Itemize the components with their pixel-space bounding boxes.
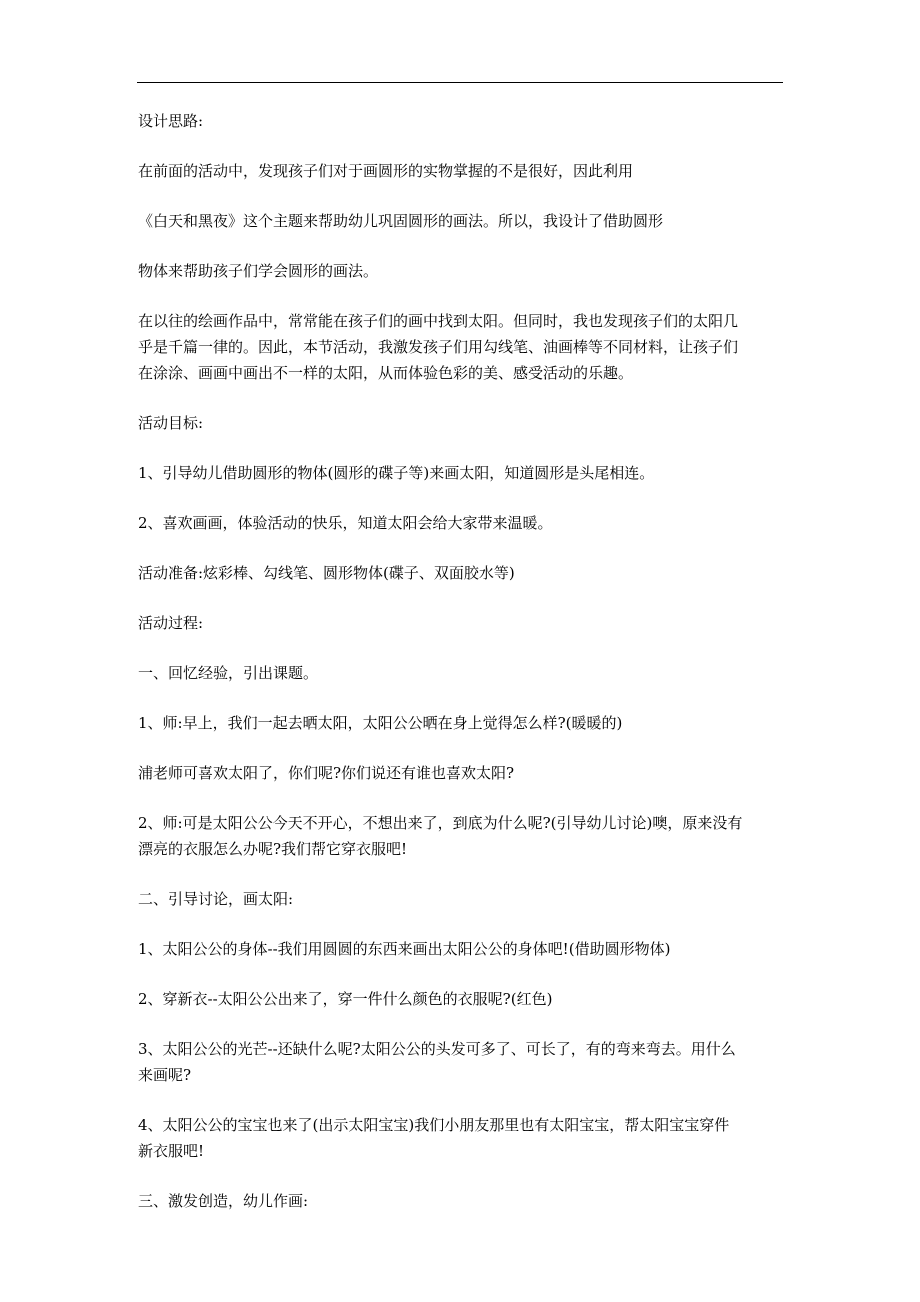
- list-item: 1、引导幼儿借助圆形的物体(圆形的碟子等)来画太阳，知道圆形是头尾相连。: [138, 464, 655, 482]
- paragraph-line: 在以往的绘画作品中，常常能在孩子们的画中找到太阳。但同时，我也发现孩子们的太阳几: [138, 312, 739, 330]
- list-item: 2、喜欢画画，体验活动的快乐，知道太阳会给大家带来温暖。: [138, 514, 553, 532]
- header-rule: [137, 82, 783, 83]
- subsection-heading: 一、回忆经验，引出课题。: [138, 664, 319, 682]
- paragraph-line: 新衣服吧!: [138, 1142, 205, 1160]
- paragraph-line: 在涂涂、画画中画出不一样的太阳，从而体验色彩的美、感受活动的乐趣。: [138, 364, 634, 382]
- subsection-heading: 二、引导讨论，画太阳:: [138, 890, 294, 908]
- list-item: 3、太阳公公的光芒--还缺什么呢?太阳公公的头发可多了、可长了，有的弯来弯去。用什么: [138, 1040, 736, 1058]
- list-item: 2、穿新衣--太阳公公出来了，穿一件什么颜色的衣服呢?(红色): [138, 990, 553, 1008]
- paragraph-line: 物体来帮助孩子们学会圆形的画法。: [138, 262, 379, 280]
- list-item: 2、师:可是太阳公公今天不开心，不想出来了，到底为什么呢?(引导幼儿讨论)噢，原来没有: [138, 814, 743, 832]
- paragraph-line: 漂亮的衣服怎么办呢?我们帮它穿衣服吧!: [138, 840, 408, 858]
- paragraph-line: 浦老师可喜欢太阳了，你们呢?你们说还有谁也喜欢太阳?: [138, 764, 515, 782]
- paragraph-line: 乎是千篇一律的。因此，本节活动，我激发孩子们用勾线笔、油画棒等不同材料，让孩子们: [138, 338, 739, 356]
- paragraph-line: 《白天和黑夜》这个主题来帮助幼儿巩固圆形的画法。所以，我设计了借助圆形: [138, 212, 664, 230]
- section-heading-process: 活动过程:: [138, 614, 204, 632]
- paragraph-line: 在前面的活动中，发现孩子们对于画圆形的实物掌握的不是很好，因此利用: [138, 162, 634, 180]
- section-heading-goals: 活动目标:: [138, 414, 204, 432]
- list-item: 1、太阳公公的身体--我们用圆圆的东西来画出太阳公公的身体吧!(借助圆形物体): [138, 940, 671, 958]
- list-item: 4、太阳公公的宝宝也来了(出示太阳宝宝)我们小朋友那里也有太阳宝宝，帮太阳宝宝穿件: [138, 1116, 730, 1134]
- paragraph-line: 来画呢?: [138, 1066, 192, 1084]
- list-item: 1、师:早上，我们一起去晒太阳，太阳公公晒在身上觉得怎么样?(暖暖的): [138, 714, 623, 732]
- subsection-heading: 三、激发创造，幼儿作画:: [138, 1192, 309, 1210]
- section-heading-design-idea: 设计思路:: [138, 112, 204, 130]
- preparation-line: 活动准备:炫彩棒、勾线笔、圆形物体(碟子、双面胶水等): [138, 564, 515, 582]
